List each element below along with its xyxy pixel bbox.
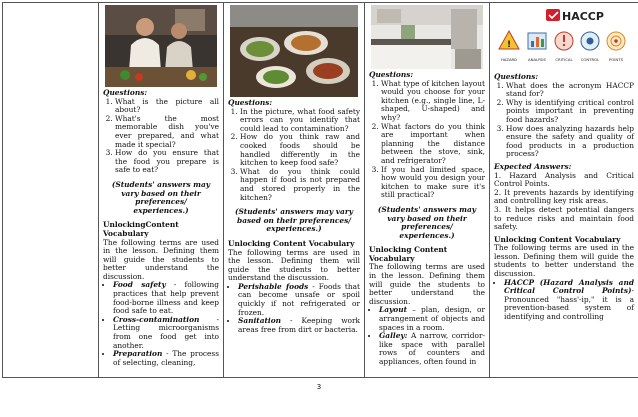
question-item: 2. Why is identifying critical control points important in preventing food hazards?	[506, 99, 634, 125]
term-list	[228, 283, 360, 335]
question-item: 1. What is the picture all about?	[115, 98, 219, 115]
haccp-logo-text: HACCP	[562, 10, 604, 23]
analysis-icon	[528, 33, 546, 49]
term-name: Sanitation	[238, 316, 282, 326]
questions-title: Questions:	[494, 72, 539, 81]
expected-answer: 3. It helps detect potential dangers to reduce risks and maintain food safety.	[494, 204, 634, 232]
vocabulary-title: Unlocking Content Vocabulary	[228, 238, 355, 248]
page-number: 3	[316, 383, 322, 391]
vocabulary-intro: The following terms are used in the lesson. Defining them will guide the students to better understand the discussion.	[228, 247, 360, 283]
term-name: Galley:	[379, 331, 408, 341]
question-item: 3. What do you think could happen if food is not prepared and stored properly in the kitchen?	[240, 168, 360, 202]
term-item	[379, 306, 485, 332]
term-name: Cross-contamination	[113, 314, 200, 324]
vocabulary-intro: The following terms are used in the lesson. Defining them will guide the students to better understand the discussion.	[103, 237, 219, 281]
question-item: 3. How does analyzing hazards help ensure the safety and quality of food products in a production process?	[506, 125, 634, 159]
answers-note: (Students' answers may vary based on their preferences/ experiences.)	[234, 207, 354, 234]
points-icon	[607, 32, 625, 50]
question-list	[494, 82, 634, 159]
question-item: 1. What type of kitchen layout would you choose for your kitchen (e.g., single line, L-shaped, U-shaped) and why?	[381, 80, 485, 123]
icon-label-points: POINTS	[609, 57, 623, 62]
vocabulary-title: Unlocking Content Vocabulary	[494, 234, 621, 244]
haccp-logo	[546, 9, 604, 23]
expected-answers-title: Expected Answers:	[494, 161, 572, 171]
svg-text:!: !	[506, 40, 512, 50]
question-item: 3. How do you ensure that the food you prepare is safe to eat?	[115, 149, 219, 175]
expected-answer: 1. Hazard Analysis and Critical Control Points.	[494, 170, 634, 189]
term-definition: - The process of selecting, cleaning,	[113, 349, 219, 367]
question-item: 3. If you had limited space, how would you design your kitchen to make sure it's still practical?	[381, 166, 485, 200]
answers-note: (Students' answers may vary based on their preferences/ experiences.)	[377, 204, 477, 240]
vocabulary-intro: The following terms are used in the lesson. Defining them will guide the students to better understand the discussion.	[494, 243, 634, 279]
questions-title: Questions:	[369, 70, 414, 79]
expected-answer: 2. It prevents hazards by identifying and controlling key risk areas.	[494, 187, 634, 206]
vocabulary-title: Unlocking Content Vocabulary	[369, 245, 448, 263]
icon-label-critical: CRITICAL	[555, 57, 573, 62]
kitchen-photo	[371, 5, 483, 69]
question-item: 1. In the picture, what food safety errors can you identify that could lead to contamination?	[240, 108, 360, 134]
questions-title: Questions:	[103, 88, 148, 97]
term-item	[379, 332, 485, 366]
term-item	[504, 279, 634, 322]
control-icon	[581, 32, 599, 50]
question-item: 2. What factors do you think are important when planning the distance between the stove, sink, and refrigerator?	[381, 123, 485, 166]
haccp-graphic	[496, 5, 632, 71]
term-item	[113, 350, 219, 367]
question-item: 2. What's the most memorable dish you've ever prepared, and what made it special?	[115, 115, 219, 149]
question-list	[228, 108, 360, 203]
icon-label-analysis: ANALYSIS	[528, 57, 546, 62]
term-definition: - Letting microorganisms from one food get into another.	[113, 314, 219, 350]
empty-left-cell	[3, 3, 99, 378]
term-list	[103, 281, 219, 367]
cooking-photo	[105, 5, 217, 87]
answers-note: (Students' answers may vary based on their preferences/ experiences.)	[111, 179, 211, 215]
vocabulary-intro: The following terms are used in the lesson. Defining them will guide the students to better understand the discussion.	[369, 262, 485, 306]
term-name: Preparation	[113, 349, 163, 359]
lesson-table	[2, 2, 638, 378]
question-item: 2. How do you think raw and cooked foods should be handled differently in the kitchen to keep food safe?	[240, 133, 360, 167]
column-4	[490, 3, 638, 378]
term-definition: - Foods that can become unsafe or spoil quickly if not refrigerated or frozen.	[238, 281, 360, 317]
icon-label-control: CONTROL	[580, 57, 600, 62]
question-list	[369, 80, 485, 200]
term-name: Layout	[379, 305, 407, 315]
term-definition: - Keeping work areas free from dirt or bacteria.	[238, 316, 360, 334]
term-name: Perishable foods	[238, 281, 309, 291]
term-list	[369, 306, 485, 366]
questions-title: Questions:	[228, 98, 273, 107]
term-item	[238, 283, 360, 317]
critical-icon	[555, 32, 573, 50]
term-item	[113, 316, 219, 350]
column-2	[224, 3, 365, 378]
term-item	[113, 281, 219, 315]
term-name: HACCP (Hazard Analysis and Critical Control Points)	[504, 277, 634, 296]
food-table-photo	[230, 5, 358, 97]
column-3	[365, 3, 490, 378]
term-definition: – plan, design, or arrangement of objects and spaces in a room.	[379, 305, 485, 332]
term-definition: - following practices that help prevent food-borne illness and keep food safe to eat.	[113, 280, 219, 316]
vocabulary-title: UnlockingContent Vocabulary	[103, 220, 179, 238]
term-item	[238, 317, 360, 334]
term-list	[494, 279, 634, 322]
column-1	[99, 3, 224, 378]
question-list	[103, 98, 219, 175]
term-definition: A narrow, corridor-like space with parallel rows of counters and appliances, often found in	[379, 331, 485, 366]
icon-label-hazard: HAZARD	[500, 57, 518, 62]
term-definition: - Pronounced "hass'-ip," it is a prevention-based system of identifying and controlling	[504, 286, 634, 322]
term-name: Food safety	[113, 280, 166, 290]
question-item: 1. What does the acronym HACCP stand for?	[506, 82, 634, 99]
